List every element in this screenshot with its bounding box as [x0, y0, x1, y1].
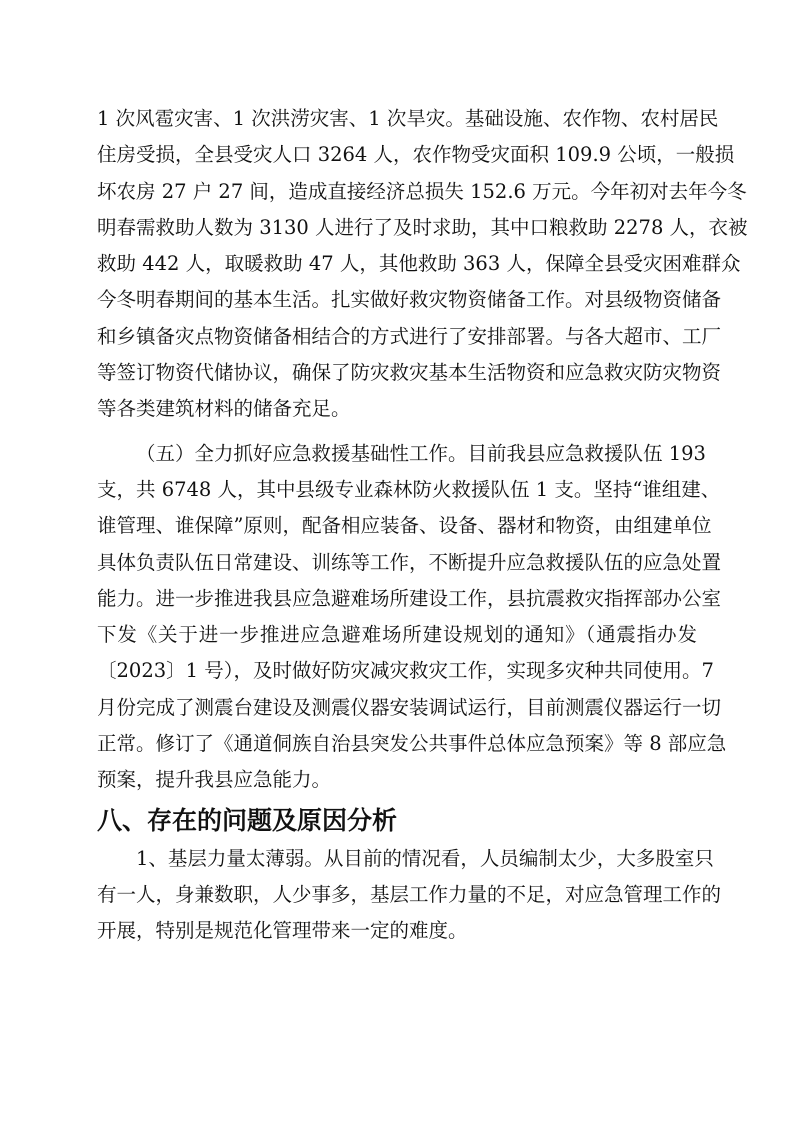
paragraph-line: 明春需救助人数为 3130 人进行了及时求助，其中口粮救助 2278 人，衣被	[97, 215, 748, 239]
paragraph-line: 月份完成了测震台建设及测震仪器安装调试运行，目前测震仪器运行一切	[97, 695, 722, 719]
paragraph-line: 1、基层力量太薄弱。从目前的情况看，人员编制太少，大多股室只	[136, 846, 714, 870]
paragraph-problems	[97, 841, 722, 950]
document-body	[97, 101, 748, 950]
paragraph-line: 谁管理、谁保障”原则，配备相应装备、设备、器材和物资，由组建单位	[97, 514, 712, 538]
paragraph-line: 等各类建筑材料的储备充足。	[97, 397, 351, 421]
paragraph-disaster-relief	[97, 101, 748, 428]
paragraph-line: 支，共 6748 人，其中县级专业森林防火救援队伍 1 支。坚持“谁组建、	[97, 477, 721, 501]
paragraph-line: 开展，特别是规范化管理带来一定的难度。	[97, 919, 468, 943]
paragraph-line: 坏农房 27 户 27 间，造成直接经济总损失 152.6 万元。今年初对去年今冬	[97, 179, 747, 203]
paragraph-line: 1 次风雹灾害、1 次洪涝灾害、1 次旱灾。基础设施、农作物、农村居民	[97, 107, 719, 130]
paragraph-line: 〔2023〕1 号），及时做好防灾减灾救灾工作，实现多灾种共同使用。7	[97, 659, 714, 683]
paragraph-line: 下发《关于进一步推进应急避难场所建设规划的通知》（通震指办发	[97, 623, 697, 647]
paragraph-spacer	[97, 428, 697, 436]
paragraph-line: 住房受损，全县受灾人口 3264 人，农作物受灾面积 109.9 公顷，一般损	[97, 143, 735, 167]
paragraph-emergency-rescue	[97, 436, 727, 799]
paragraph-line: 和乡镇备灾点物资储备相结合的方式进行了安排部署。与各大超市、工厂	[97, 324, 722, 348]
paragraph-line: 正常。修订了《通道侗族自治县突发公共事件总体应急预案》等 8 部应急	[97, 732, 727, 756]
paragraph-line: 今冬明春期间的基本生活。扎实做好救灾物资储备工作。对县级物资储备	[97, 288, 722, 312]
paragraph-line: 等签订物资代储协议，确保了防灾救灾基本生活物资和应急救灾防灾物资	[97, 361, 722, 385]
paragraph-line: 具体负责队伍日常建设、训练等工作，不断提升应急救援队伍的应急处置	[97, 550, 722, 574]
paragraph-line: （五）全力抓好应急救援基础性工作。目前我县应急救援队伍 193	[136, 441, 706, 465]
section-heading: 八、存在的问题及原因分析	[97, 805, 398, 835]
paragraph-line: 能力。进一步推进我县应急避难场所建设工作，县抗震救灾指挥部办公室	[97, 586, 722, 610]
paragraph-line: 有一人，身兼数职，人少事多，基层工作力量的不足，对应急管理工作的	[97, 882, 722, 906]
paragraph-line: 救助 442 人，取暖救助 47 人，其他救助 363 人，保障全县受灾困难群众	[97, 252, 741, 276]
paragraph-line: 预案，提升我县应急能力。	[97, 768, 332, 792]
